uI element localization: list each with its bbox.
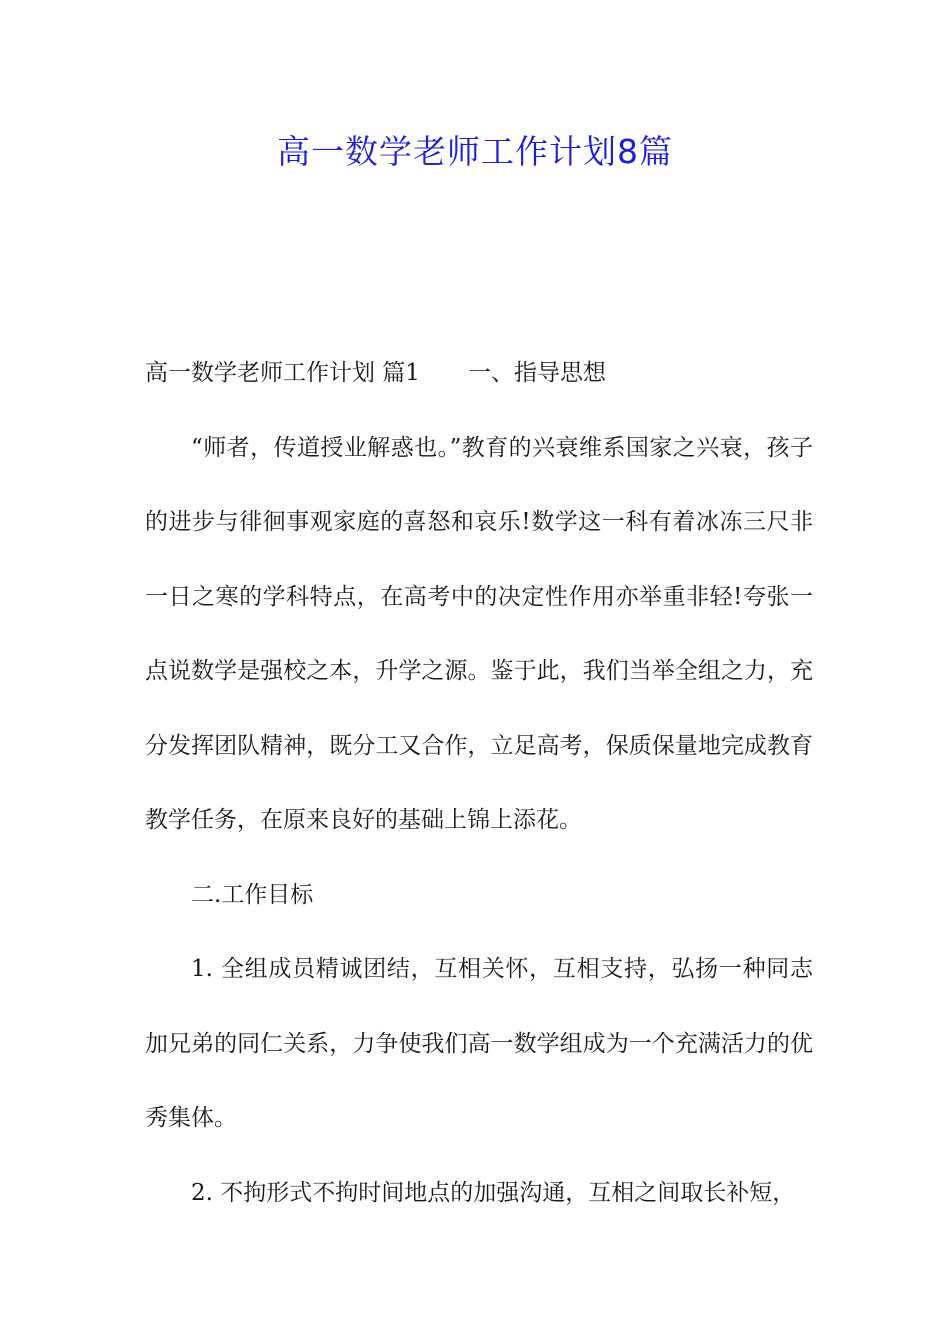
document-body <box>145 336 813 1230</box>
subheading-guiding-ideology: 一、指导思想 <box>467 360 606 386</box>
subheading-work-goals: 二.工作目标 <box>191 881 314 908</box>
section-heading: 高一数学老师工作计划 篇1 <box>145 360 420 386</box>
section-heading-line <box>145 336 813 411</box>
list-item-goal-2: 2. 不拘形式不拘时间地点的加强沟通，互相之间取长补短， <box>191 1179 796 1206</box>
document-title: 高一数学老师工作计划8篇 <box>277 132 673 171</box>
paragraph-guiding-ideology: “师者，传道授业解惑也。”教育的兴衰维系国家之兴衰，孩子的进步与徘徊事观家庭的喜怒和哀乐!数学这一科有着冰冻三尺非一日之寒的学科特点，在高考中的决定性作用亦举重非轻!夸张一点说数学是强校之本，升学之源。鉴于此，我们当举全组之力，充分发挥团队精神，既分工又合作，立足高考，保质保量地完成教育教学任务，在原来良好的基础上锦上添花。 <box>145 434 813 833</box>
list-item-goal-1: 1. 全组成员精诚团结，互相关怀，互相支持，弘扬一种同志加兄弟的同仁关系，力争使我们高一数学组成为一个充满活力的优秀集体。 <box>145 956 813 1131</box>
